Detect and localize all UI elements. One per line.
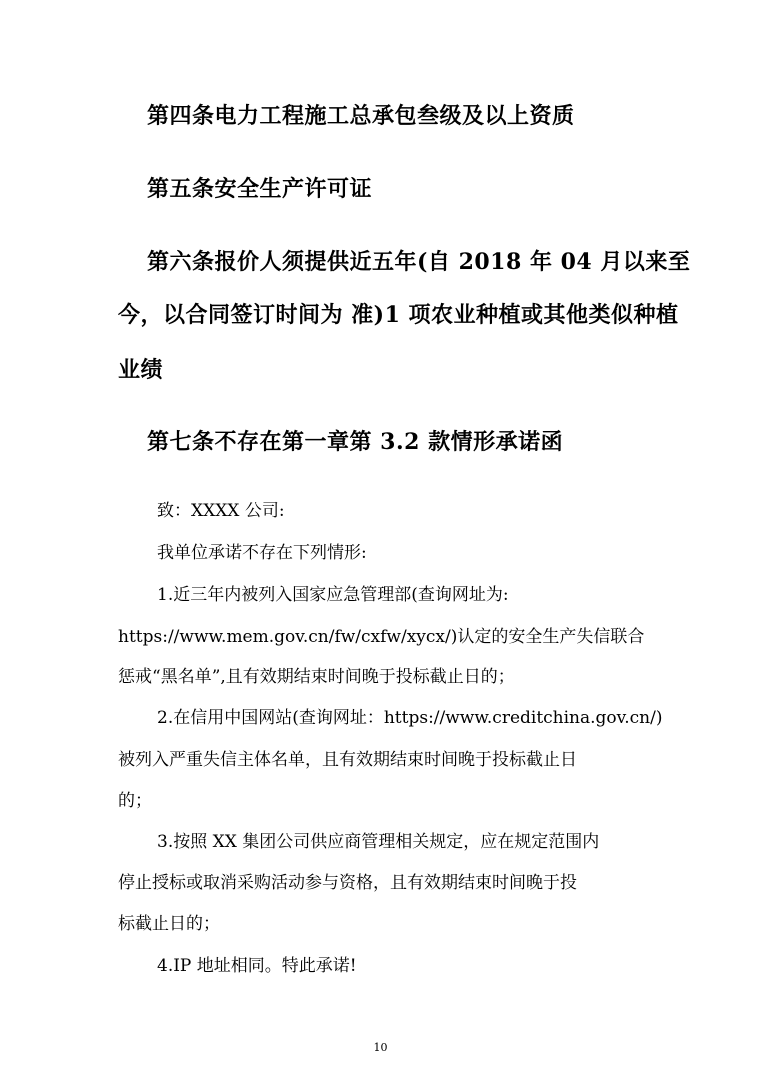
item-4: 4.IP 地址相同。特此承诺! (157, 956, 357, 976)
page-number: 10 (373, 1041, 388, 1054)
item-2-line-1: 2.在信用中国网站(查询网址：https://www.creditchina.gov.cn/) (157, 708, 663, 728)
letter-intro: 我单位承诺不存在下列情形: (157, 543, 367, 563)
article-6-heading-line-3: 业绩 (118, 357, 164, 383)
item-3-line-2: 停止授标或取消采购活动参与资格，且有效期结束时间晚于投 (118, 873, 577, 893)
article-5-heading: 第五条安全生产许可证 (147, 176, 373, 202)
item-1-line-3: 惩戒“黑名单”,且有效期结束时间晚于投标截止日的； (118, 667, 515, 687)
article-6-heading-line-1: 第六条报价人须提供近五年(自 2018 年 04 月以来至 (147, 249, 691, 275)
item-2-line-2: 被列入严重失信主体名单，且有效期结束时间晚于投标截止日 (118, 750, 577, 770)
item-3-line-3: 标截止日的； (118, 914, 220, 934)
item-2-line-3: 的； (118, 791, 152, 811)
item-3-line-1: 3.按照 XX 集团公司供应商管理相关规定，应在规定范围内 (157, 832, 600, 852)
item-1-line-1: 1.近三年内被列入国家应急管理部(查询网址为: (157, 585, 509, 605)
item-1-line-2: https://www.mem.gov.cn/fw/cxfw/xycx/)认定的安全生产失信联合 (118, 627, 645, 647)
article-6-heading-line-2: 今，以合同签订时间为 准)1 项农业种植或其他类似种植 (118, 302, 679, 328)
article-7-heading: 第七条不存在第一章第 3.2 款情形承诺函 (147, 429, 564, 455)
article-4-heading: 第四条电力工程施工总承包叁级及以上资质 (147, 103, 575, 129)
letter-salutation: 致：XXXX 公司: (157, 501, 285, 521)
